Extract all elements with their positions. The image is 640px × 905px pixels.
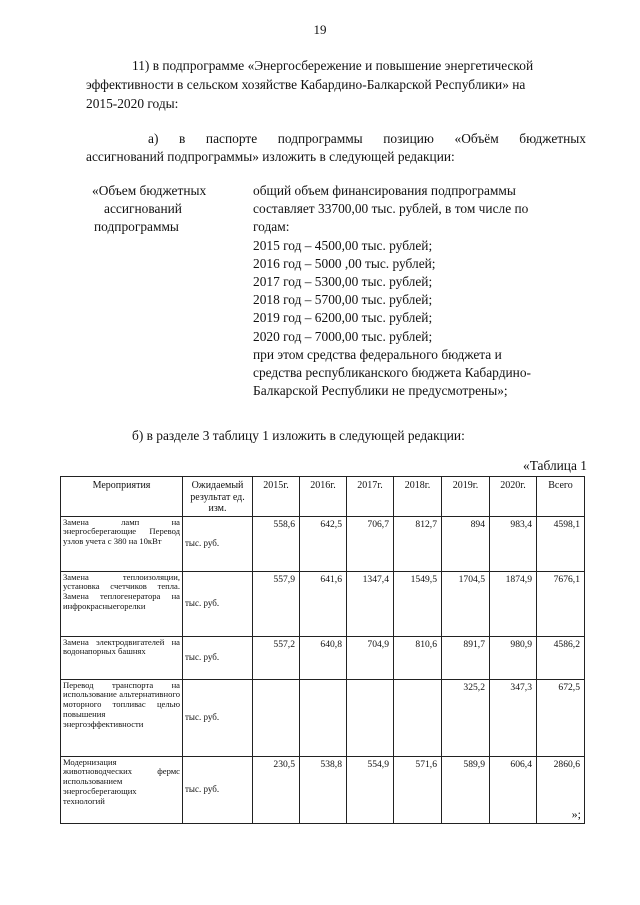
- total-cell: 7676,1: [537, 571, 585, 636]
- passport-year-line: 2015 год – 4500,00 тыс. рублей;: [253, 237, 433, 253]
- value-cell-2019: 891,7: [442, 636, 490, 679]
- passport-line: составляет 33700,00 тыс. рублей, в том числе по: [253, 201, 529, 217]
- passport-year-line: 2018 год – 5700,00 тыс. рублей;: [253, 292, 433, 308]
- value-cell-2015: 230,5: [253, 756, 300, 823]
- measure-name-cell: Модернизация животноводческих фермс использованием энергосберегающих технологий: [61, 756, 183, 823]
- value-cell-2017: 1347,4: [347, 571, 394, 636]
- item-a-word: позицию: [383, 131, 434, 146]
- passport-label-line: «Объем бюджетных: [92, 183, 207, 198]
- total-cell: 672,5: [537, 679, 585, 756]
- passport-year-line: 2017 год – 5300,00 тыс. рублей;: [253, 274, 433, 290]
- column-header-2018: 2018г.: [394, 477, 442, 517]
- column-header-2017: 2017г.: [347, 477, 394, 517]
- value-cell-2020: 1874,9: [490, 571, 537, 636]
- table-row: [61, 636, 585, 679]
- page-number: 19: [313, 22, 327, 37]
- total-value: 2860,6: [553, 758, 580, 770]
- item-11-line-2: эффективности в сельском хозяйстве Кабардино-Балкарской Республики» на: [86, 77, 526, 92]
- table-body: [61, 516, 585, 823]
- total-cell: 4598,1: [537, 516, 585, 571]
- value-cell-2017: 704,9: [347, 636, 394, 679]
- value-cell-2016: 640,8: [300, 636, 347, 679]
- passport-year-line: 2020 год – 7000,00 тыс. рублей;: [253, 328, 433, 344]
- item-a-paragraph: [86, 130, 586, 166]
- item-11-line-3: 2015-2020 годы:: [86, 96, 179, 111]
- column-header-measures: Мероприятия: [61, 477, 183, 517]
- item-11-line-1: 11) в подпрограмме «Энергосбережение и повышение энергетической: [132, 58, 534, 73]
- table-row: [61, 756, 585, 823]
- passport-line: средства республиканского бюджета Кабардино-: [253, 365, 532, 381]
- item-a-word: подпрограммы: [277, 131, 363, 146]
- column-header-2016: 2016г.: [300, 477, 347, 517]
- value-cell-2015: 558,6: [253, 516, 300, 571]
- value-cell-2018: 571,6: [394, 756, 442, 823]
- measure-name-cell: Замена теплоизоляции, установка счетчиков тепла. Замена теплогенератора на инфрокрасныегорелки: [61, 571, 183, 636]
- item-a-word: а): [148, 131, 159, 146]
- passport-line: при этом средства федерального бюджета и: [253, 346, 502, 362]
- value-cell-2020: 606,4: [490, 756, 537, 823]
- value-cell-2018: [394, 679, 442, 756]
- unit-cell: тыс. руб.: [183, 516, 253, 571]
- value-cell-2015: [253, 679, 300, 756]
- table-row: [61, 679, 585, 756]
- column-header-total: Всего: [537, 477, 585, 517]
- item-a-line-1: [86, 130, 586, 148]
- column-header-2015: 2015г.: [253, 477, 300, 517]
- passport-line: общий объем финансирования подпрограммы: [253, 183, 516, 198]
- item-a-word: «Объём: [454, 131, 499, 146]
- column-header-2019: 2019г.: [442, 477, 490, 517]
- value-cell-2019: 325,2: [442, 679, 490, 756]
- value-cell-2018: 1549,5: [394, 571, 442, 636]
- total-cell: 4586,2: [537, 636, 585, 679]
- value-cell-2016: 642,5: [300, 516, 347, 571]
- value-cell-2020: 983,4: [490, 516, 537, 571]
- total-cell: [537, 756, 585, 823]
- table-row: [61, 571, 585, 636]
- passport-line: Балкарской Республики не предусмотрены»;: [253, 383, 508, 399]
- unit-cell: тыс. руб.: [183, 636, 253, 679]
- value-cell-2019: 589,9: [442, 756, 490, 823]
- passport-content: [253, 182, 573, 400]
- item-11-paragraph: [86, 56, 586, 113]
- closing-quote-mark: »;: [571, 807, 581, 822]
- value-cell-2015: 557,9: [253, 571, 300, 636]
- table-row: [61, 516, 585, 571]
- value-cell-2016: 641,6: [300, 571, 347, 636]
- value-cell-2019: 894: [442, 516, 490, 571]
- unit-cell: тыс. руб.: [183, 679, 253, 756]
- item-a-word: паспорте: [205, 131, 258, 146]
- value-cell-2018: 812,7: [394, 516, 442, 571]
- item-a-word: бюджетных: [519, 131, 586, 146]
- item-b-paragraph: б) в разделе 3 таблицу 1 изложить в следующей редакции:: [132, 428, 465, 443]
- column-header-unit: Ожидаемый результат ед. изм.: [183, 477, 253, 517]
- value-cell-2016: [300, 679, 347, 756]
- table-header-row: [61, 477, 585, 517]
- value-cell-2017: [347, 679, 394, 756]
- value-cell-2018: 810,6: [394, 636, 442, 679]
- value-cell-2020: 347,3: [490, 679, 537, 756]
- measure-name-cell: Замена ламп на энергосберегающие Перевод узлов учета с 380 на 10кВт: [61, 516, 183, 571]
- unit-cell: тыс. руб.: [183, 571, 253, 636]
- passport-label: [86, 182, 236, 237]
- value-cell-2015: 557,2: [253, 636, 300, 679]
- value-cell-2019: 1704,5: [442, 571, 490, 636]
- unit-cell: тыс. руб.: [183, 756, 253, 823]
- column-header-2020: 2020г.: [490, 477, 537, 517]
- item-a-word: в: [179, 131, 186, 146]
- value-cell-2016: 538,8: [300, 756, 347, 823]
- measures-table: [60, 476, 585, 824]
- passport-line: годам:: [253, 219, 290, 235]
- value-cell-2017: 554,9: [347, 756, 394, 823]
- value-cell-2017: 706,7: [347, 516, 394, 571]
- passport-label-line: подпрограммы: [94, 219, 179, 235]
- measure-name-cell: Замена электродвигателей на водонапорных башнях: [61, 636, 183, 679]
- item-a-line-2: ассигнований подпрограммы» изложить в следующей редакции:: [86, 149, 455, 164]
- value-cell-2020: 980,9: [490, 636, 537, 679]
- passport-year-line: 2019 год – 6200,00 тыс. рублей;: [253, 310, 433, 326]
- measure-name-cell: Перевод транспорта на использование альтернативного моторного топливас целью повышения энергоэффективности: [61, 679, 183, 756]
- table-caption: «Таблица 1: [523, 458, 587, 473]
- passport-year-line: 2016 год – 5000 ,00 тыс. рублей;: [253, 255, 436, 271]
- passport-label-line: ассигнований: [104, 201, 182, 217]
